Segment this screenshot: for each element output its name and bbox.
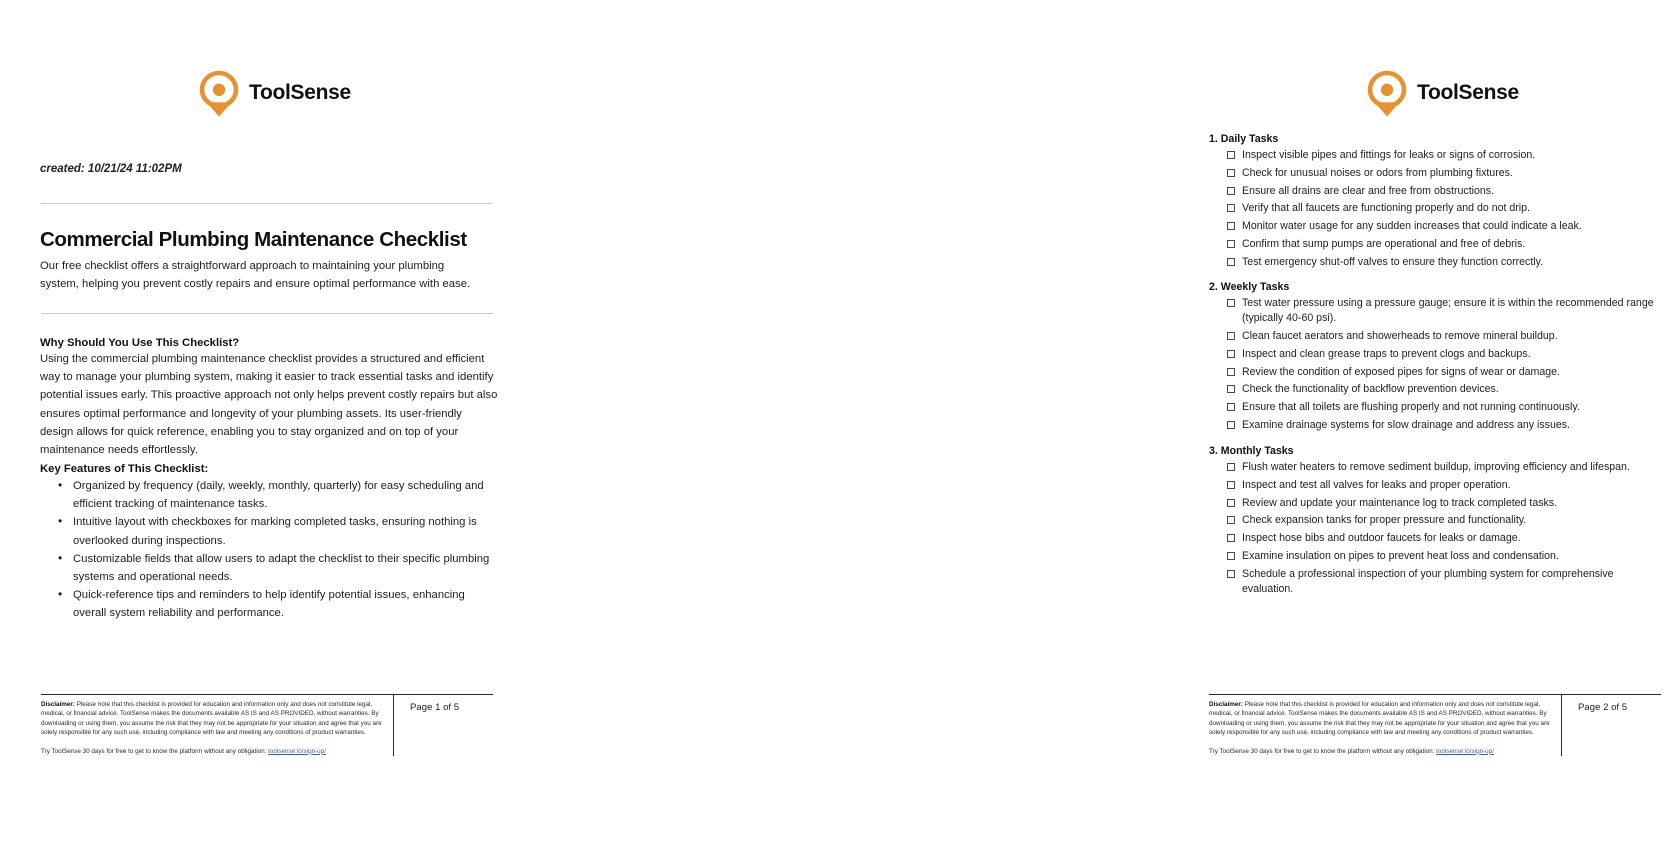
section-daily-tasks (1209, 133, 1664, 273)
checklist-daily (1209, 148, 1664, 270)
features-list (40, 477, 498, 623)
page-subtitle: Our free checklist offers a straightforward approach to maintaining your plumbing system, helping you prevent costly repairs and ensure optimal performance with ease. (40, 260, 471, 290)
checklist-item[interactable]: Inspect hose bibs and outdoor faucets for leaks or damage. (1209, 531, 1664, 546)
disclaimer-text (1209, 700, 1553, 738)
document-page-2 (572, 0, 1654, 842)
checkbox-icon[interactable] (1227, 516, 1235, 524)
page-footer (1209, 694, 1661, 756)
checklist-item[interactable]: Inspect and test all valves for leaks and proper operation. (1209, 478, 1664, 493)
checklist-item[interactable]: Flush water heaters to remove sediment buildup, improving efficiency and lifespan. (1209, 460, 1664, 475)
checkbox-icon[interactable] (1227, 258, 1235, 266)
section-weekly-tasks (1209, 281, 1664, 436)
created-timestamp: created: 10/21/24 11:02PM (40, 163, 182, 175)
section-heading: 2. Weekly Tasks (1209, 281, 1290, 293)
checklist-item[interactable]: Check expansion tanks for proper pressure and functionality. (1209, 513, 1664, 528)
checklist-monthly (1209, 460, 1664, 597)
checklist-item[interactable]: Inspect visible pipes and fittings for leaks or signs of corrosion. (1209, 148, 1664, 163)
signup-link[interactable]: toolsense.io/sign-up/ (268, 747, 326, 755)
checkbox-icon[interactable] (1227, 332, 1235, 340)
checkbox-icon[interactable] (1227, 552, 1235, 560)
checkbox-icon[interactable] (1227, 169, 1235, 177)
checklist-item[interactable]: Ensure that all toilets are flushing properly and not running continuously. (1209, 400, 1664, 415)
trial-offer (41, 747, 385, 756)
checkbox-icon[interactable] (1227, 403, 1235, 411)
page-title: Commercial Plumbing Maintenance Checklist (40, 228, 467, 251)
checklist-item[interactable]: Review and update your maintenance log to track completed tasks. (1209, 496, 1664, 511)
disclaimer-body: Please note that this checklist is provided for education and information only and does not constitute legal, medical, or financial advice. ToolSense makes the documents available AS IS and AS PROVIDED, without warranties. By downloading or using them, you assume the risk that they may not be appropriate for your situation and agree that you are solely responsible for any such use, including compliance with law and meeting any conditions of product warranties. (41, 701, 382, 737)
footer-disclaimer-block (41, 695, 393, 756)
checkbox-icon[interactable] (1227, 481, 1235, 489)
brand-name: ToolSense (249, 81, 351, 104)
checkbox-icon[interactable] (1227, 240, 1235, 248)
checkbox-icon[interactable] (1227, 222, 1235, 230)
page-number: Page 2 of 5 (1561, 695, 1661, 756)
page-footer (41, 694, 493, 756)
list-item: • Customizable fields that allow users to adapt the checklist to their specific plumbing systems and operational needs. (73, 550, 498, 586)
checkbox-icon[interactable] (1227, 368, 1235, 376)
footer-disclaimer-block (1209, 695, 1561, 756)
section-why-use (40, 337, 498, 459)
divider-top (41, 203, 493, 204)
section-heading-features: Key Features of This Checklist: (40, 463, 209, 475)
checkbox-icon[interactable] (1227, 187, 1235, 195)
section-heading-why: Why Should You Use This Checklist? (40, 337, 240, 349)
document-page-1 (0, 0, 572, 842)
checklist-item[interactable]: Monitor water usage for any sudden increases that could indicate a leak. (1209, 219, 1664, 234)
list-item: • Organized by frequency (daily, weekly, monthly, quarterly) for easy scheduling and efficient tracking of maintenance tasks. (73, 477, 498, 513)
checklist-item[interactable]: Test emergency shut-off valves to ensure they function correctly. (1209, 255, 1664, 270)
list-item: • Intuitive layout with checkboxes for marking completed tasks, ensuring nothing is overlooked during inspections. (73, 513, 498, 549)
checkbox-icon[interactable] (1227, 463, 1235, 471)
checkbox-icon[interactable] (1227, 151, 1235, 159)
divider-middle (41, 313, 493, 314)
checklist-item[interactable]: Test water pressure using a pressure gauge; ensure it is within the recommended range (typically 40-60 psi). (1209, 296, 1664, 327)
location-pin-icon (200, 72, 238, 114)
checklist-item[interactable]: Check for unusual noises or odors from plumbing fixtures. (1209, 166, 1664, 181)
checklist-item[interactable]: Schedule a professional inspection of your plumbing system for comprehensive evaluation. (1209, 567, 1664, 598)
trial-offer (1209, 747, 1553, 756)
trial-text: Try ToolSense 30 days for free to get to know the platform without any obligation: (1209, 747, 1437, 755)
checkbox-icon[interactable] (1227, 350, 1235, 358)
brand-logo (200, 72, 351, 114)
checklist-item[interactable]: Ensure all drains are clear and free from obstructions. (1209, 184, 1664, 199)
checklist-item[interactable]: Confirm that sump pumps are operational and free of debris. (1209, 237, 1664, 252)
checklist-item[interactable]: Inspect and clean grease traps to prevent clogs and backups. (1209, 347, 1664, 362)
checkbox-icon[interactable] (1227, 421, 1235, 429)
checklist-item[interactable]: Verify that all faucets are functioning properly and do not drip. (1209, 201, 1664, 216)
checklist-item[interactable]: Examine insulation on pipes to prevent heat loss and condensation. (1209, 549, 1664, 564)
location-pin-icon (1368, 72, 1406, 114)
brand-name: ToolSense (1417, 81, 1519, 104)
section-heading: 1. Daily Tasks (1209, 133, 1279, 145)
checkbox-icon[interactable] (1227, 534, 1235, 542)
list-item: • Quick-reference tips and reminders to help identify potential issues, enhancing overall system reliability and performance. (73, 586, 498, 622)
checkbox-icon[interactable] (1227, 499, 1235, 507)
section-heading: 3. Monthly Tasks (1209, 445, 1294, 457)
checklist-item[interactable]: Examine drainage systems for slow drainage and address any issues. (1209, 418, 1664, 433)
checklist-item[interactable]: Clean faucet aerators and showerheads to remove mineral buildup. (1209, 329, 1664, 344)
page-number: Page 1 of 5 (393, 695, 493, 756)
section-monthly-tasks (1209, 445, 1664, 600)
checkbox-icon[interactable] (1227, 299, 1235, 307)
checkbox-icon[interactable] (1227, 570, 1235, 578)
disclaimer-text (41, 700, 385, 738)
checklist-weekly (1209, 296, 1664, 433)
brand-logo (1368, 72, 1519, 114)
checkbox-icon[interactable] (1227, 385, 1235, 393)
trial-text: Try ToolSense 30 days for free to get to know the platform without any obligation: (41, 747, 269, 755)
disclaimer-label: Disclaimer: (1209, 701, 1243, 708)
checklist-item[interactable]: Review the condition of exposed pipes for signs of wear or damage. (1209, 365, 1664, 380)
signup-link[interactable]: toolsense.io/sign-up/ (1436, 747, 1494, 755)
disclaimer-body: Please note that this checklist is provided for education and information only and does not constitute legal, medical, or financial advice. ToolSense makes the documents available AS IS and AS PROVIDED, without warranties. By downloading or using them, you assume the risk that they may not be appropriate for your situation and agree that you are solely responsible for any such use, including compliance with law and meeting any conditions of product warranties. (1209, 701, 1550, 737)
disclaimer-label: Disclaimer: (41, 701, 75, 708)
checkbox-icon[interactable] (1227, 204, 1235, 212)
section-body-why: Using the commercial plumbing maintenance checklist provides a structured and efficient way to manage your plumbing system, making it easier to track essential tasks and identify potential issues early. This proactive approach not only helps prevent costly repairs but also ensures optimal performance and longevity of your plumbing assets. Its user-friendly design allows for quick reference, enabling you to stay organized and on top of your maintenance needs effortlessly. (40, 353, 498, 457)
section-key-features (40, 463, 498, 623)
checklist-item[interactable]: Check the functionality of backflow prevention devices. (1209, 382, 1664, 397)
